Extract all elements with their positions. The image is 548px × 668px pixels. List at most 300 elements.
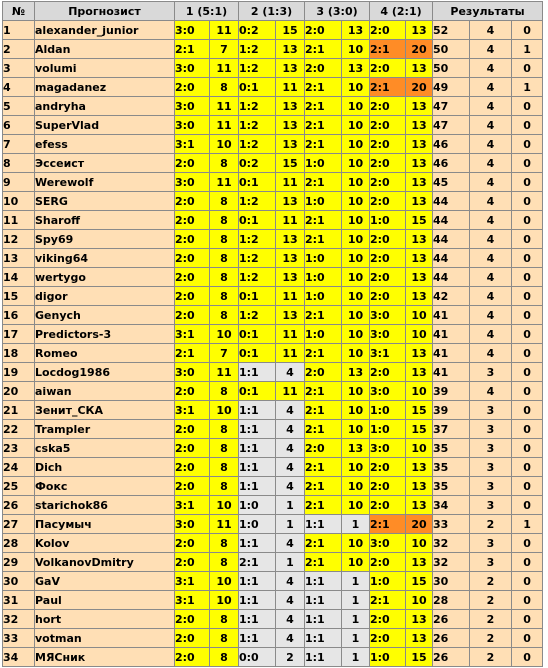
- match-points: 13: [406, 458, 433, 477]
- table-row: [3, 116, 543, 135]
- match-points: 2: [276, 648, 305, 667]
- match-points: 1: [342, 591, 370, 610]
- forecaster-name: Sharoff: [35, 211, 175, 230]
- forecaster-name: SuperVlad: [35, 116, 175, 135]
- exact-scores: 0: [512, 230, 543, 249]
- match-prediction: 2:0: [370, 173, 406, 192]
- match-points: 10: [342, 306, 370, 325]
- correct-outcomes: 2: [470, 591, 512, 610]
- match-points: 10: [210, 325, 239, 344]
- total-points: 49: [433, 78, 470, 97]
- table-row: [3, 173, 543, 192]
- match-prediction: 0:1: [239, 287, 276, 306]
- row-number: 2: [3, 40, 35, 59]
- match-prediction: 2:1: [370, 515, 406, 534]
- match-prediction: 1:2: [239, 192, 276, 211]
- total-points: 44: [433, 192, 470, 211]
- match-points: 13: [406, 230, 433, 249]
- exact-scores: 0: [512, 97, 543, 116]
- match-prediction: 1:0: [370, 401, 406, 420]
- total-points: 44: [433, 249, 470, 268]
- match-prediction: 1:0: [305, 287, 342, 306]
- match-points: 20: [406, 78, 433, 97]
- match-prediction: 0:1: [239, 211, 276, 230]
- match-prediction: 2:1: [370, 591, 406, 610]
- header-match-1: 1 (5:1): [175, 2, 239, 21]
- table-row: [3, 344, 543, 363]
- exact-scores: 1: [512, 78, 543, 97]
- match-points: 13: [406, 135, 433, 154]
- match-points: 8: [210, 268, 239, 287]
- match-prediction: 2:0: [370, 287, 406, 306]
- total-points: 41: [433, 344, 470, 363]
- match-points: 4: [276, 572, 305, 591]
- exact-scores: 1: [512, 40, 543, 59]
- exact-scores: 0: [512, 59, 543, 78]
- match-points: 13: [406, 287, 433, 306]
- match-prediction: 2:1: [305, 401, 342, 420]
- match-prediction: 1:1: [305, 610, 342, 629]
- header-forecaster: Прогнозист: [35, 2, 175, 21]
- match-points: 13: [276, 116, 305, 135]
- table-row: [3, 382, 543, 401]
- match-points: 4: [276, 363, 305, 382]
- match-prediction: 1:1: [239, 534, 276, 553]
- match-prediction: 3:0: [175, 116, 210, 135]
- match-prediction: 3:1: [175, 135, 210, 154]
- match-points: 20: [406, 40, 433, 59]
- total-points: 46: [433, 154, 470, 173]
- exact-scores: 0: [512, 591, 543, 610]
- match-prediction: 1:2: [239, 97, 276, 116]
- correct-outcomes: 4: [470, 135, 512, 154]
- forecaster-name: Werewolf: [35, 173, 175, 192]
- match-points: 11: [210, 363, 239, 382]
- match-points: 10: [342, 154, 370, 173]
- match-prediction: 1:2: [239, 268, 276, 287]
- match-points: 15: [276, 154, 305, 173]
- match-points: 10: [210, 496, 239, 515]
- match-prediction: 3:0: [370, 382, 406, 401]
- correct-outcomes: 2: [470, 648, 512, 667]
- match-prediction: 2:0: [175, 477, 210, 496]
- correct-outcomes: 2: [470, 572, 512, 591]
- match-points: 8: [210, 610, 239, 629]
- match-points: 11: [210, 97, 239, 116]
- match-points: 8: [210, 420, 239, 439]
- match-prediction: 2:1: [305, 97, 342, 116]
- header-match-2: 2 (1:3): [239, 2, 305, 21]
- exact-scores: 0: [512, 420, 543, 439]
- exact-scores: 0: [512, 211, 543, 230]
- forecaster-name: starichok86: [35, 496, 175, 515]
- exact-scores: 0: [512, 344, 543, 363]
- match-prediction: 2:0: [175, 458, 210, 477]
- match-prediction: 2:1: [305, 420, 342, 439]
- exact-scores: 0: [512, 325, 543, 344]
- total-points: 39: [433, 401, 470, 420]
- match-prediction: 2:0: [370, 230, 406, 249]
- correct-outcomes: 4: [470, 344, 512, 363]
- header-results: Результаты: [433, 2, 543, 21]
- match-points: 10: [342, 344, 370, 363]
- match-prediction: 0:1: [239, 325, 276, 344]
- match-points: 8: [210, 477, 239, 496]
- match-prediction: 2:0: [175, 534, 210, 553]
- match-prediction: 2:1: [305, 173, 342, 192]
- match-prediction: 2:1: [239, 553, 276, 572]
- row-number: 3: [3, 59, 35, 78]
- row-number: 4: [3, 78, 35, 97]
- correct-outcomes: 4: [470, 97, 512, 116]
- match-points: 13: [276, 135, 305, 154]
- match-points: 11: [210, 173, 239, 192]
- row-number: 25: [3, 477, 35, 496]
- correct-outcomes: 4: [470, 78, 512, 97]
- match-prediction: 2:0: [175, 648, 210, 667]
- match-points: 11: [210, 21, 239, 40]
- match-prediction: 1:1: [305, 515, 342, 534]
- row-number: 16: [3, 306, 35, 325]
- match-prediction: 3:1: [175, 591, 210, 610]
- forecaster-name: andryha: [35, 97, 175, 116]
- match-points: 4: [276, 458, 305, 477]
- correct-outcomes: 3: [470, 401, 512, 420]
- total-points: 33: [433, 515, 470, 534]
- match-points: 10: [342, 192, 370, 211]
- match-prediction: 2:1: [305, 534, 342, 553]
- correct-outcomes: 2: [470, 515, 512, 534]
- match-prediction: 1:0: [239, 496, 276, 515]
- match-prediction: 1:1: [239, 439, 276, 458]
- match-points: 13: [276, 59, 305, 78]
- table-row: [3, 401, 543, 420]
- match-prediction: 2:1: [175, 344, 210, 363]
- match-points: 1: [342, 629, 370, 648]
- match-points: 10: [210, 135, 239, 154]
- correct-outcomes: 4: [470, 325, 512, 344]
- correct-outcomes: 4: [470, 306, 512, 325]
- match-points: 10: [342, 268, 370, 287]
- match-prediction: 2:0: [370, 192, 406, 211]
- header-match-3: 3 (3:0): [305, 2, 370, 21]
- match-points: 10: [210, 401, 239, 420]
- match-points: 10: [342, 173, 370, 192]
- table-row: [3, 154, 543, 173]
- correct-outcomes: 3: [470, 496, 512, 515]
- match-points: 8: [210, 458, 239, 477]
- match-prediction: 3:0: [370, 534, 406, 553]
- match-points: 8: [210, 629, 239, 648]
- total-points: 50: [433, 59, 470, 78]
- match-prediction: 3:1: [370, 344, 406, 363]
- match-prediction: 1:0: [305, 325, 342, 344]
- forecaster-name: Romeo: [35, 344, 175, 363]
- exact-scores: 0: [512, 249, 543, 268]
- results-body: [3, 21, 543, 667]
- forecaster-name: Фокс: [35, 477, 175, 496]
- match-prediction: 2:1: [305, 344, 342, 363]
- exact-scores: 0: [512, 629, 543, 648]
- match-prediction: 1:1: [239, 401, 276, 420]
- match-prediction: 2:0: [175, 78, 210, 97]
- match-prediction: 2:0: [175, 610, 210, 629]
- match-prediction: 2:1: [370, 40, 406, 59]
- table-row: [3, 534, 543, 553]
- correct-outcomes: 4: [470, 230, 512, 249]
- forecaster-name: Kolov: [35, 534, 175, 553]
- total-points: 42: [433, 287, 470, 306]
- match-prediction: 3:0: [175, 363, 210, 382]
- match-points: 13: [406, 249, 433, 268]
- correct-outcomes: 3: [470, 553, 512, 572]
- match-points: 4: [276, 401, 305, 420]
- total-points: 35: [433, 477, 470, 496]
- match-points: 11: [210, 116, 239, 135]
- match-points: 13: [406, 192, 433, 211]
- match-points: 8: [210, 534, 239, 553]
- match-prediction: 1:1: [305, 591, 342, 610]
- results-table: [2, 1, 543, 667]
- match-prediction: 2:0: [175, 382, 210, 401]
- match-prediction: 1:1: [239, 363, 276, 382]
- match-points: 10: [342, 553, 370, 572]
- match-points: 1: [276, 515, 305, 534]
- row-number: 34: [3, 648, 35, 667]
- match-points: 8: [210, 192, 239, 211]
- row-number: 33: [3, 629, 35, 648]
- correct-outcomes: 4: [470, 211, 512, 230]
- table-row: [3, 496, 543, 515]
- correct-outcomes: 3: [470, 439, 512, 458]
- correct-outcomes: 4: [470, 40, 512, 59]
- match-prediction: 2:0: [305, 363, 342, 382]
- forecaster-name: Aldan: [35, 40, 175, 59]
- match-prediction: 0:2: [239, 154, 276, 173]
- total-points: 39: [433, 382, 470, 401]
- total-points: 44: [433, 268, 470, 287]
- row-number: 5: [3, 97, 35, 116]
- forecaster-name: alexander_junior: [35, 21, 175, 40]
- correct-outcomes: 4: [470, 382, 512, 401]
- match-points: 1: [276, 496, 305, 515]
- exact-scores: 0: [512, 363, 543, 382]
- forecaster-name: votman: [35, 629, 175, 648]
- match-prediction: 1:0: [305, 268, 342, 287]
- forecaster-name: viking64: [35, 249, 175, 268]
- match-prediction: 2:0: [305, 439, 342, 458]
- match-points: 10: [342, 211, 370, 230]
- match-points: 8: [210, 211, 239, 230]
- match-points: 15: [276, 21, 305, 40]
- forecaster-name: wertygo: [35, 268, 175, 287]
- match-points: 13: [406, 21, 433, 40]
- correct-outcomes: 4: [470, 268, 512, 287]
- match-prediction: 1:0: [239, 515, 276, 534]
- match-prediction: 2:1: [305, 40, 342, 59]
- match-prediction: 1:2: [239, 306, 276, 325]
- match-points: 4: [276, 591, 305, 610]
- row-number: 32: [3, 610, 35, 629]
- match-points: 8: [210, 648, 239, 667]
- table-row: [3, 553, 543, 572]
- match-prediction: 2:1: [305, 230, 342, 249]
- correct-outcomes: 4: [470, 287, 512, 306]
- exact-scores: 0: [512, 268, 543, 287]
- table-row: [3, 135, 543, 154]
- total-points: 50: [433, 40, 470, 59]
- table-row: [3, 78, 543, 97]
- match-prediction: 1:0: [305, 192, 342, 211]
- total-points: 35: [433, 439, 470, 458]
- exact-scores: 1: [512, 515, 543, 534]
- match-prediction: 1:1: [239, 477, 276, 496]
- correct-outcomes: 3: [470, 458, 512, 477]
- row-number: 14: [3, 268, 35, 287]
- correct-outcomes: 4: [470, 173, 512, 192]
- table-row: [3, 610, 543, 629]
- row-number: 27: [3, 515, 35, 534]
- table-row: [3, 572, 543, 591]
- row-number: 22: [3, 420, 35, 439]
- match-points: 11: [276, 287, 305, 306]
- header-row: [3, 2, 543, 21]
- total-points: 30: [433, 572, 470, 591]
- match-prediction: 2:0: [175, 439, 210, 458]
- match-points: 10: [342, 534, 370, 553]
- correct-outcomes: 4: [470, 249, 512, 268]
- match-points: 20: [406, 515, 433, 534]
- forecaster-name: VolkanovDmitry: [35, 553, 175, 572]
- match-prediction: 1:2: [239, 230, 276, 249]
- table-row: [3, 21, 543, 40]
- table-row: [3, 420, 543, 439]
- match-points: 13: [342, 439, 370, 458]
- match-prediction: 0:1: [239, 78, 276, 97]
- match-points: 13: [276, 268, 305, 287]
- match-prediction: 3:0: [370, 325, 406, 344]
- match-prediction: 2:0: [370, 458, 406, 477]
- match-prediction: 1:1: [305, 648, 342, 667]
- correct-outcomes: 3: [470, 363, 512, 382]
- correct-outcomes: 3: [470, 534, 512, 553]
- row-number: 18: [3, 344, 35, 363]
- match-prediction: 1:1: [239, 591, 276, 610]
- forecaster-name: magadanez: [35, 78, 175, 97]
- table-row: [3, 458, 543, 477]
- table-row: [3, 363, 543, 382]
- row-number: 1: [3, 21, 35, 40]
- forecaster-name: volumi: [35, 59, 175, 78]
- match-points: 10: [210, 591, 239, 610]
- table-row: [3, 192, 543, 211]
- table-row: [3, 648, 543, 667]
- table-row: [3, 249, 543, 268]
- exact-scores: 0: [512, 477, 543, 496]
- forecaster-name: digor: [35, 287, 175, 306]
- match-points: 11: [276, 78, 305, 97]
- forecaster-name: Locdog1986: [35, 363, 175, 382]
- match-points: 11: [276, 344, 305, 363]
- row-number: 31: [3, 591, 35, 610]
- match-prediction: 0:0: [239, 648, 276, 667]
- row-number: 23: [3, 439, 35, 458]
- match-points: 10: [342, 325, 370, 344]
- match-points: 1: [342, 648, 370, 667]
- row-number: 11: [3, 211, 35, 230]
- match-points: 13: [406, 97, 433, 116]
- total-points: 44: [433, 230, 470, 249]
- table-row: [3, 211, 543, 230]
- row-number: 29: [3, 553, 35, 572]
- match-points: 10: [342, 401, 370, 420]
- match-prediction: 1:1: [305, 572, 342, 591]
- forecaster-name: GaV: [35, 572, 175, 591]
- table-row: [3, 287, 543, 306]
- table-row: [3, 59, 543, 78]
- total-points: 35: [433, 458, 470, 477]
- match-points: 15: [406, 420, 433, 439]
- match-prediction: 2:0: [370, 97, 406, 116]
- exact-scores: 0: [512, 610, 543, 629]
- table-row: [3, 268, 543, 287]
- exact-scores: 0: [512, 306, 543, 325]
- match-points: 13: [342, 363, 370, 382]
- forecaster-name: aiwan: [35, 382, 175, 401]
- correct-outcomes: 2: [470, 610, 512, 629]
- table-row: [3, 591, 543, 610]
- match-points: 8: [210, 154, 239, 173]
- row-number: 10: [3, 192, 35, 211]
- exact-scores: 0: [512, 287, 543, 306]
- match-prediction: 1:1: [305, 629, 342, 648]
- match-prediction: 1:1: [239, 458, 276, 477]
- table-row: [3, 97, 543, 116]
- match-prediction: 0:2: [239, 21, 276, 40]
- total-points: 26: [433, 610, 470, 629]
- match-points: 10: [342, 116, 370, 135]
- match-prediction: 1:2: [239, 40, 276, 59]
- match-points: 7: [210, 344, 239, 363]
- match-points: 13: [276, 97, 305, 116]
- match-prediction: 3:0: [175, 97, 210, 116]
- match-prediction: 3:1: [175, 496, 210, 515]
- exact-scores: 0: [512, 496, 543, 515]
- match-prediction: 2:0: [175, 230, 210, 249]
- match-points: 4: [276, 534, 305, 553]
- correct-outcomes: 4: [470, 154, 512, 173]
- forecaster-name: Predictors-3: [35, 325, 175, 344]
- match-points: 13: [276, 249, 305, 268]
- match-points: 13: [406, 477, 433, 496]
- match-prediction: 2:0: [175, 420, 210, 439]
- match-points: 10: [342, 382, 370, 401]
- row-number: 26: [3, 496, 35, 515]
- match-prediction: 1:1: [239, 420, 276, 439]
- match-points: 10: [342, 230, 370, 249]
- row-number: 17: [3, 325, 35, 344]
- table-row: [3, 325, 543, 344]
- match-prediction: 1:1: [239, 610, 276, 629]
- match-prediction: 2:1: [305, 477, 342, 496]
- match-prediction: 1:1: [239, 572, 276, 591]
- correct-outcomes: 2: [470, 629, 512, 648]
- header-match-4: 4 (2:1): [370, 2, 433, 21]
- match-prediction: 1:1: [239, 629, 276, 648]
- exact-scores: 0: [512, 173, 543, 192]
- match-points: 13: [276, 230, 305, 249]
- total-points: 45: [433, 173, 470, 192]
